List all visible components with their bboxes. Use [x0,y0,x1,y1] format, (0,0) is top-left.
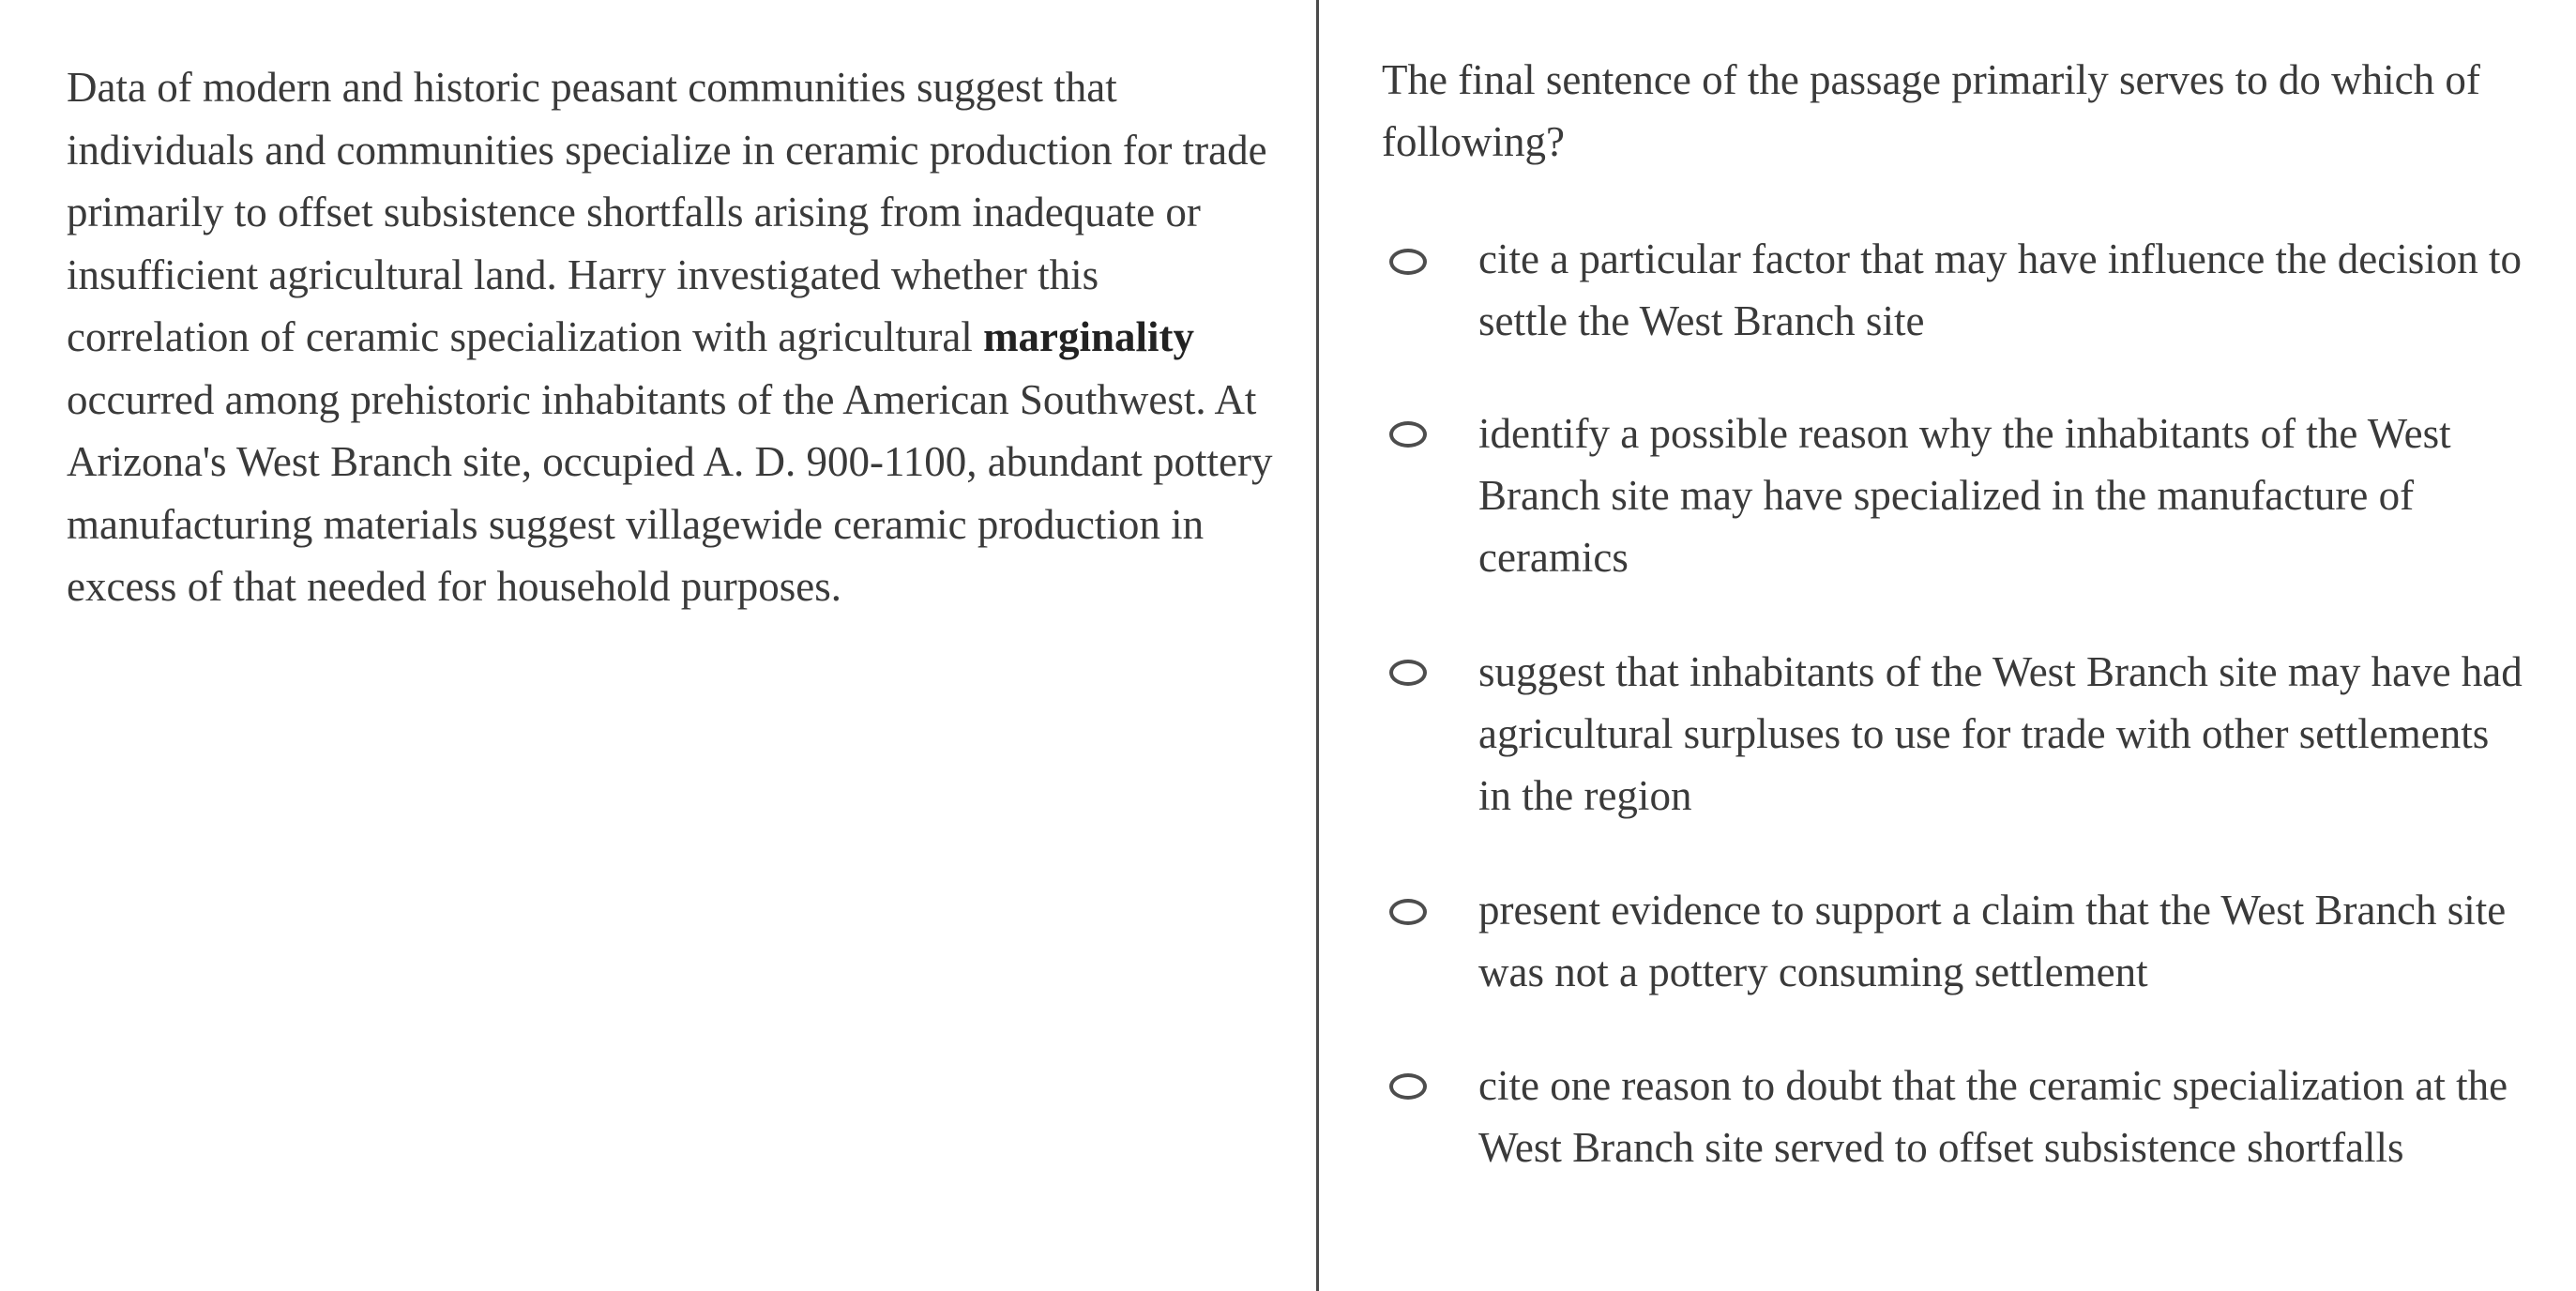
radio-button[interactable] [1389,249,1427,275]
answer-choices [1319,0,2576,1291]
question-pane [1319,0,2576,1291]
choice-label: cite one reason to doubt that the ceramic specialization at the West Branch site served to offset subsistence shortfalls [1478,1062,2508,1171]
choice-label: cite a particular factor that may have influence the decision to settle the West Branch site [1478,235,2522,344]
choice-label: suggest that inhabitants of the West Branch site may have had agricultural surpluses to use for trade with other settlements in the region [1478,648,2523,819]
passage-text [67,56,1286,618]
passage-bold-term: marginality [983,313,1195,360]
radio-button[interactable] [1389,899,1427,925]
choice-label: present evidence to support a claim that the West Branch site was not a pottery consuming settlement [1478,887,2507,995]
choice-label: identify a possible reason why the inhabitants of the West Branch site may have specialized in the manufacture of ceramics [1478,410,2451,581]
radio-button[interactable] [1389,1073,1427,1100]
radio-button[interactable] [1389,660,1427,686]
passage-text-before: Data of modern and historic peasant communities suggest that individuals and communities specialize in ceramic production for trade primarily to offset subsistence shortfalls arising from inadequate or insufficient agricultural land. Harry investigated whether this correlation of ceramic specialization with agricultural [67,64,1267,360]
radio-button[interactable] [1389,421,1427,448]
question-stem: The final sentence of the passage primarily serves to do which of following? [1382,56,2480,165]
passage-text-after: occurred among prehistoric inhabitants of the American Southwest. At Arizona's West Branch site, occupied A. D. 900-1100, abundant pottery manufacturing materials suggest villagewide ceramic production in excess of that needed for household purposes. [67,375,1273,610]
